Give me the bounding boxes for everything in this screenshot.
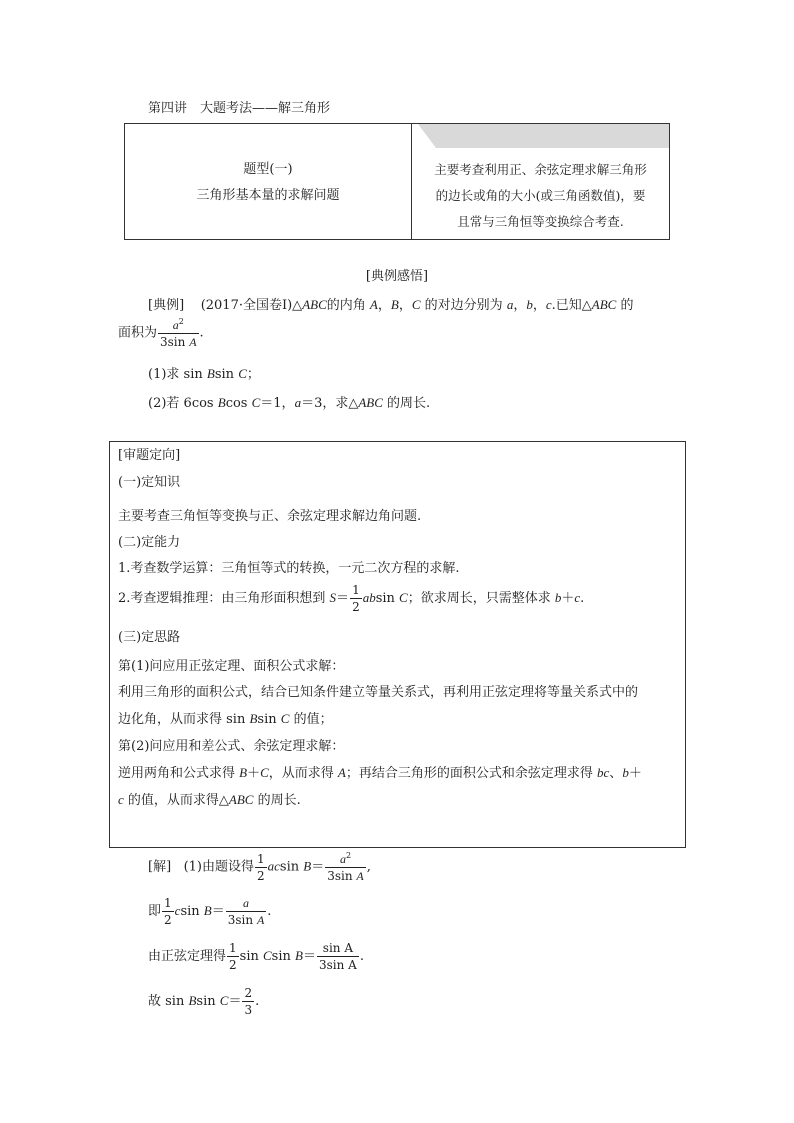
- topic-desc-line2: 的边长或角的大小(或三角函数值)，要: [435, 188, 646, 203]
- solution-line1: [解] (1)由题设得 $\frac{1}{2}$ acsin B＝ $\frac{a^2}{\text{3sin A}}$ ,: [148, 851, 371, 883]
- analysis-knowledge-text: 主要考查三角恒等变换与正、余弦定理求解边角问题.: [118, 509, 422, 524]
- topic-box: [124, 123, 670, 240]
- analysis-heading-ability: (二)定能力: [118, 535, 181, 550]
- analysis-ability-1: 1.考查数学运算：三角恒等式的转换，一元二次方程的求解.: [118, 561, 460, 576]
- half-fraction: $\frac{1}{2}$: [352, 583, 360, 614]
- area-fraction: $\frac{a^2}{\text{3sin A}}$: [160, 317, 197, 349]
- analysis-approach-1-cont: 边化角，从而求得 sin Bsin C 的值；: [118, 711, 333, 727]
- analysis-approach-2-title: 第(2)问应用和差公式、余弦定理求解：: [118, 739, 345, 754]
- analysis-approach-1-title: 第(1)问应用正弦定理、面积公式求解：: [118, 659, 345, 674]
- analysis-heading-knowledge: (一)定知识: [118, 475, 181, 490]
- solution-line3: 由正弦定理得 $\frac{1}{2}$ sin Csin B＝ $\frac{\text{sin A}}{\text{3sin A}}$ .: [148, 941, 364, 972]
- example-tag: [典例]: [148, 298, 185, 313]
- page-title: 第四讲 大题考法——解三角形: [148, 101, 331, 116]
- example-line2: 面积为 $\frac{a^2}{\text{3sin A}}$ .: [118, 317, 204, 349]
- example-line1: [典例] (2017·全国卷Ⅰ)△ABC的内角 A，B，C 的对边分别为 a，b，c.已知△ABC 的: [148, 297, 634, 313]
- topic-desc-line1: 主要考查利用正、余弦定理求解三角形: [434, 162, 647, 177]
- analysis-heading-approach: (三)定思路: [118, 630, 181, 645]
- solution-tag: [解]: [148, 859, 172, 875]
- question-2: (2)若 6cos Bcos C＝1，a＝3，求△ABC 的周长.: [148, 395, 431, 411]
- analysis-title: [审题定向]: [118, 448, 181, 463]
- solution-line2: 即 $\frac{1}{2}$ csin B＝ $\frac{a}{\text{3sin A}}$ .: [148, 896, 272, 927]
- analysis-approach-1-text: 利用三角形的面积公式，结合已知条件建立等量关系式，再利用正弦定理将等量关系式中的: [118, 685, 639, 700]
- solution-line4: 故 sin Bsin C＝ $\frac{2}{3}$ .: [148, 986, 260, 1017]
- section-heading: [典例感悟]: [365, 269, 429, 284]
- analysis-approach-2-cont: c 的值，从而求得△ABC 的周长.: [118, 792, 301, 808]
- analysis-approach-2-text: 逆用两角和公式求得 B＋C，从而求得 A；再结合三角形的面积公式和余弦定理求得 bc、b＋: [118, 765, 642, 781]
- question-1: (1)求 sin Bsin C；: [148, 366, 260, 382]
- analysis-ability-2: 2.考查逻辑推理：由三角形面积想到 S＝ $\frac{1}{2}$ absin C；欲求周长，只需整体求 b＋c.: [118, 583, 585, 614]
- topic-type-label: 题型(一): [243, 162, 293, 177]
- analysis-box: [109, 441, 686, 848]
- topic-header-band: [412, 124, 669, 148]
- topic-type-name: 三角形基本量的求解问题: [196, 188, 340, 203]
- topic-desc-line3: 且常与三角恒等变换综合考查.: [457, 214, 624, 229]
